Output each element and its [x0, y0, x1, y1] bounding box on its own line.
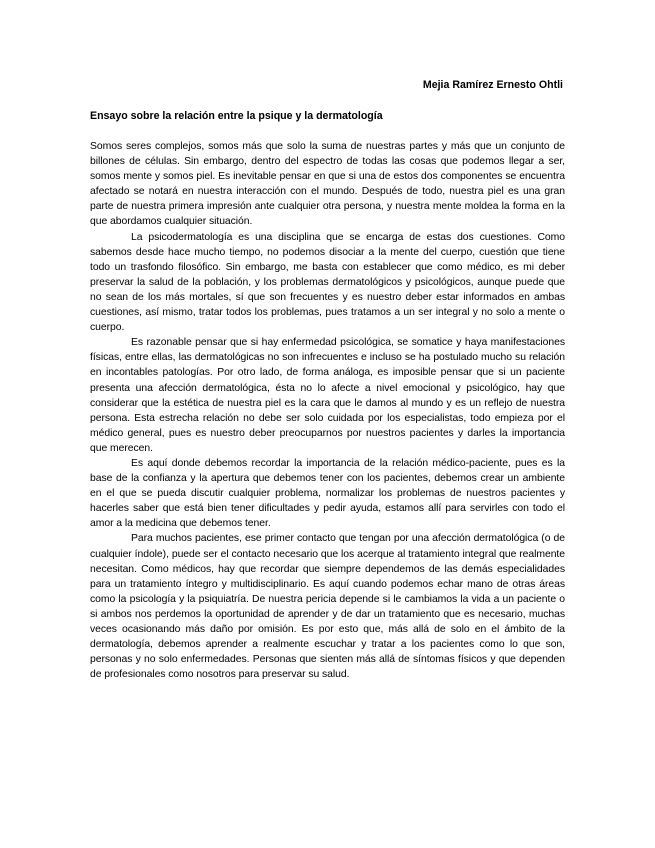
- paragraph-intro: Somos seres complejos, somos más que solo la suma de nuestras partes y más que un conjunto de billones de células. Sin embargo, dentro del espectro de todas las cosas que podemos llegar a ser, somos mente y somos piel. Es inevitable pensar en que si una de estos dos componentes se encuentra afectado se notará en nuestra interacción con el mundo. Después de todo, nuestra piel es una gran parte de nuestra primera impresión ante cualquier otra persona, y nuestra mente moldea la forma en la que abordamos cualquier situación.: [90, 141, 565, 228]
- essay-title: Ensayo sobre la relación entre la psique y la dermatología: [90, 110, 383, 122]
- author-name: Mejia Ramírez Ernesto Ohtli: [422, 79, 563, 91]
- paragraph-psicodermatologia: La psicodermatología es una disciplina que se encarga de estas dos cuestiones. Como sabemos desde hace mucho tiempo, no podemos disociar a la mente del cuerpo, cuestión que tiene todo un trasfondo filosófico. Sin embargo, me basta con establecer que como médico, es mi deber preservar la salud de la población, y los problemas dermatológicos y psicológicos, aunque puede que no sean de los más mortales, sí que son frecuentes y es nuestro deber estar informados en ambas cuestiones, así mismo, tratar todos los problemas, pues tratamos a un ser integral y no solo a mente o cuerpo.: [90, 231, 565, 334]
- paragraph-somatizacion: Es razonable pensar que si hay enfermedad psicológica, se somatice y haya manifestaciones físicas, entre ellas, las dermatológicas no son infrecuentes e incluso se ha postulado mucho su relación en incontables patologías. Por otro lado, de forma análoga, es imposible pensar que si un paciente presenta una afección dermatológica, ésta no lo afecte a nivel emocional y psicológico, hay que considerar que la estética de nuestra piel es la cara que le damos al mundo y es un reflejo de nuestra persona. Esta estrecha relación no debe ser solo cuidada por los especialistas, todo empieza por el médico general, pues es nuestro deber preocuparnos por nuestros pacientes y darles la importancia que merecen.: [90, 337, 565, 454]
- paragraph-relacion-medico-paciente: Es aquí donde debemos recordar la importancia de la relación médico-paciente, pues es la base de la confianza y la apertura que debemos tener con los pacientes, debemos crear un ambiente en el que se pueda discutir cualquier problema, normalizar los problemas de nuestros pacientes y hacerles saber que está bien tener dificultades y pedir ayuda, estamos allí para servirles con todo el amor a la medicina que debemos tener.: [90, 457, 565, 530]
- paragraph-tratamiento-integral: Para muchos pacientes, ese primer contacto que tengan por una afección dermatológica (o de cualquier índole), puede ser el contacto necesario que los acerque al tratamiento integral que realmente necesitan. Como médicos, hay que recordar que siempre dependemos de las demás especialidades para un tratamiento íntegro y multidisciplinario. Es aquí cuando podemos echar mano de otras áreas como la psicología y la psiquiatría. De nuestra pericia depende si le cambiamos la vida a un paciente o si ambos nos perdemos la oportunidad de aprender y de dar un tratamiento que es necesario, muchas veces ocasionando más daño por omisión. Es por esto que, más allá de solo en el ámbito de la dermatología, debemos aprender a realmente escuchar y tratar a los pacientes como lo que son, personas y no solo enfermedades. Personas que sienten más allá de síntomas físicos y que dependen de profesionales como nosotros para preservar su salud.: [90, 533, 565, 681]
- essay-body: [90, 139, 565, 682]
